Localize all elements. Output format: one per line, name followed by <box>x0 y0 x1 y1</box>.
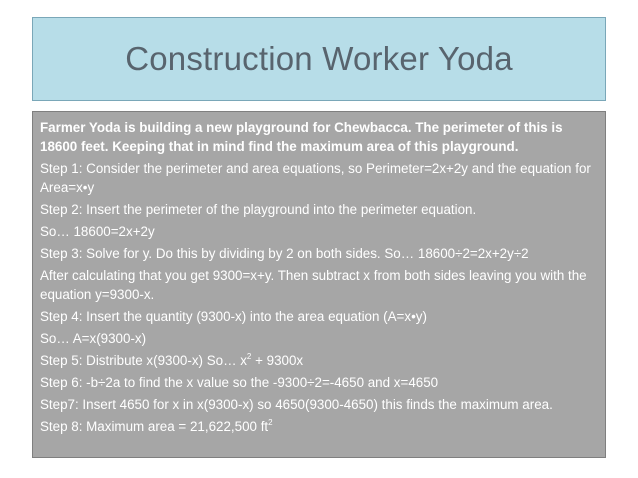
step-8 <box>40 417 595 436</box>
step-6: Step 6: -b÷2a to find the x value so the -9300÷2=-4650 and x=4650 <box>40 375 439 390</box>
problem-statement: Farmer Yoda is building a new playground for Chewbacca. The perimeter of this is 18600 feet. Keeping that in mind find the maximum area of this playground. <box>40 120 563 154</box>
step-5-text: Step 5: Distribute x(9300-x) So… x <box>40 353 247 368</box>
step-4-result: So… A=x(9300-x) <box>40 331 147 346</box>
step-2-result: So… 18600=2x+2y <box>40 224 155 239</box>
step-2: Step 2: Insert the perimeter of the playground into the perimeter equation. <box>40 202 477 217</box>
step-5 <box>40 351 595 370</box>
step-5-text-end: + 9300x <box>251 353 304 368</box>
step-4: Step 4: Insert the quantity (9300-x) into the area equation (A=x•y) <box>40 309 427 324</box>
step-8-exponent: 2 <box>268 417 273 427</box>
slide-title: Construction Worker Yoda <box>125 40 513 77</box>
step-1: Step 1: Consider the perimeter and area equations, so Perimeter=2x+2y and the equation for Area=x•y <box>40 161 591 195</box>
step-3: Step 3: Solve for y. Do this by dividing by 2 on both sides. So… 18600÷2=2x+2y÷2 <box>40 246 529 261</box>
step-7: Step7: Insert 4650 for x in x(9300-x) so 4650(9300-4650) this finds the maximum area. <box>40 397 553 412</box>
step-8-text: Step 8: Maximum area = 21,622,500 ft <box>40 419 269 434</box>
content-box <box>32 111 606 458</box>
step-5-exponent: 2 <box>246 351 252 361</box>
step-3-result: After calculating that you get 9300=x+y. Then subtract x from both sides leaving you with the equation y=9300-x. <box>40 268 587 302</box>
title-box <box>32 17 606 101</box>
